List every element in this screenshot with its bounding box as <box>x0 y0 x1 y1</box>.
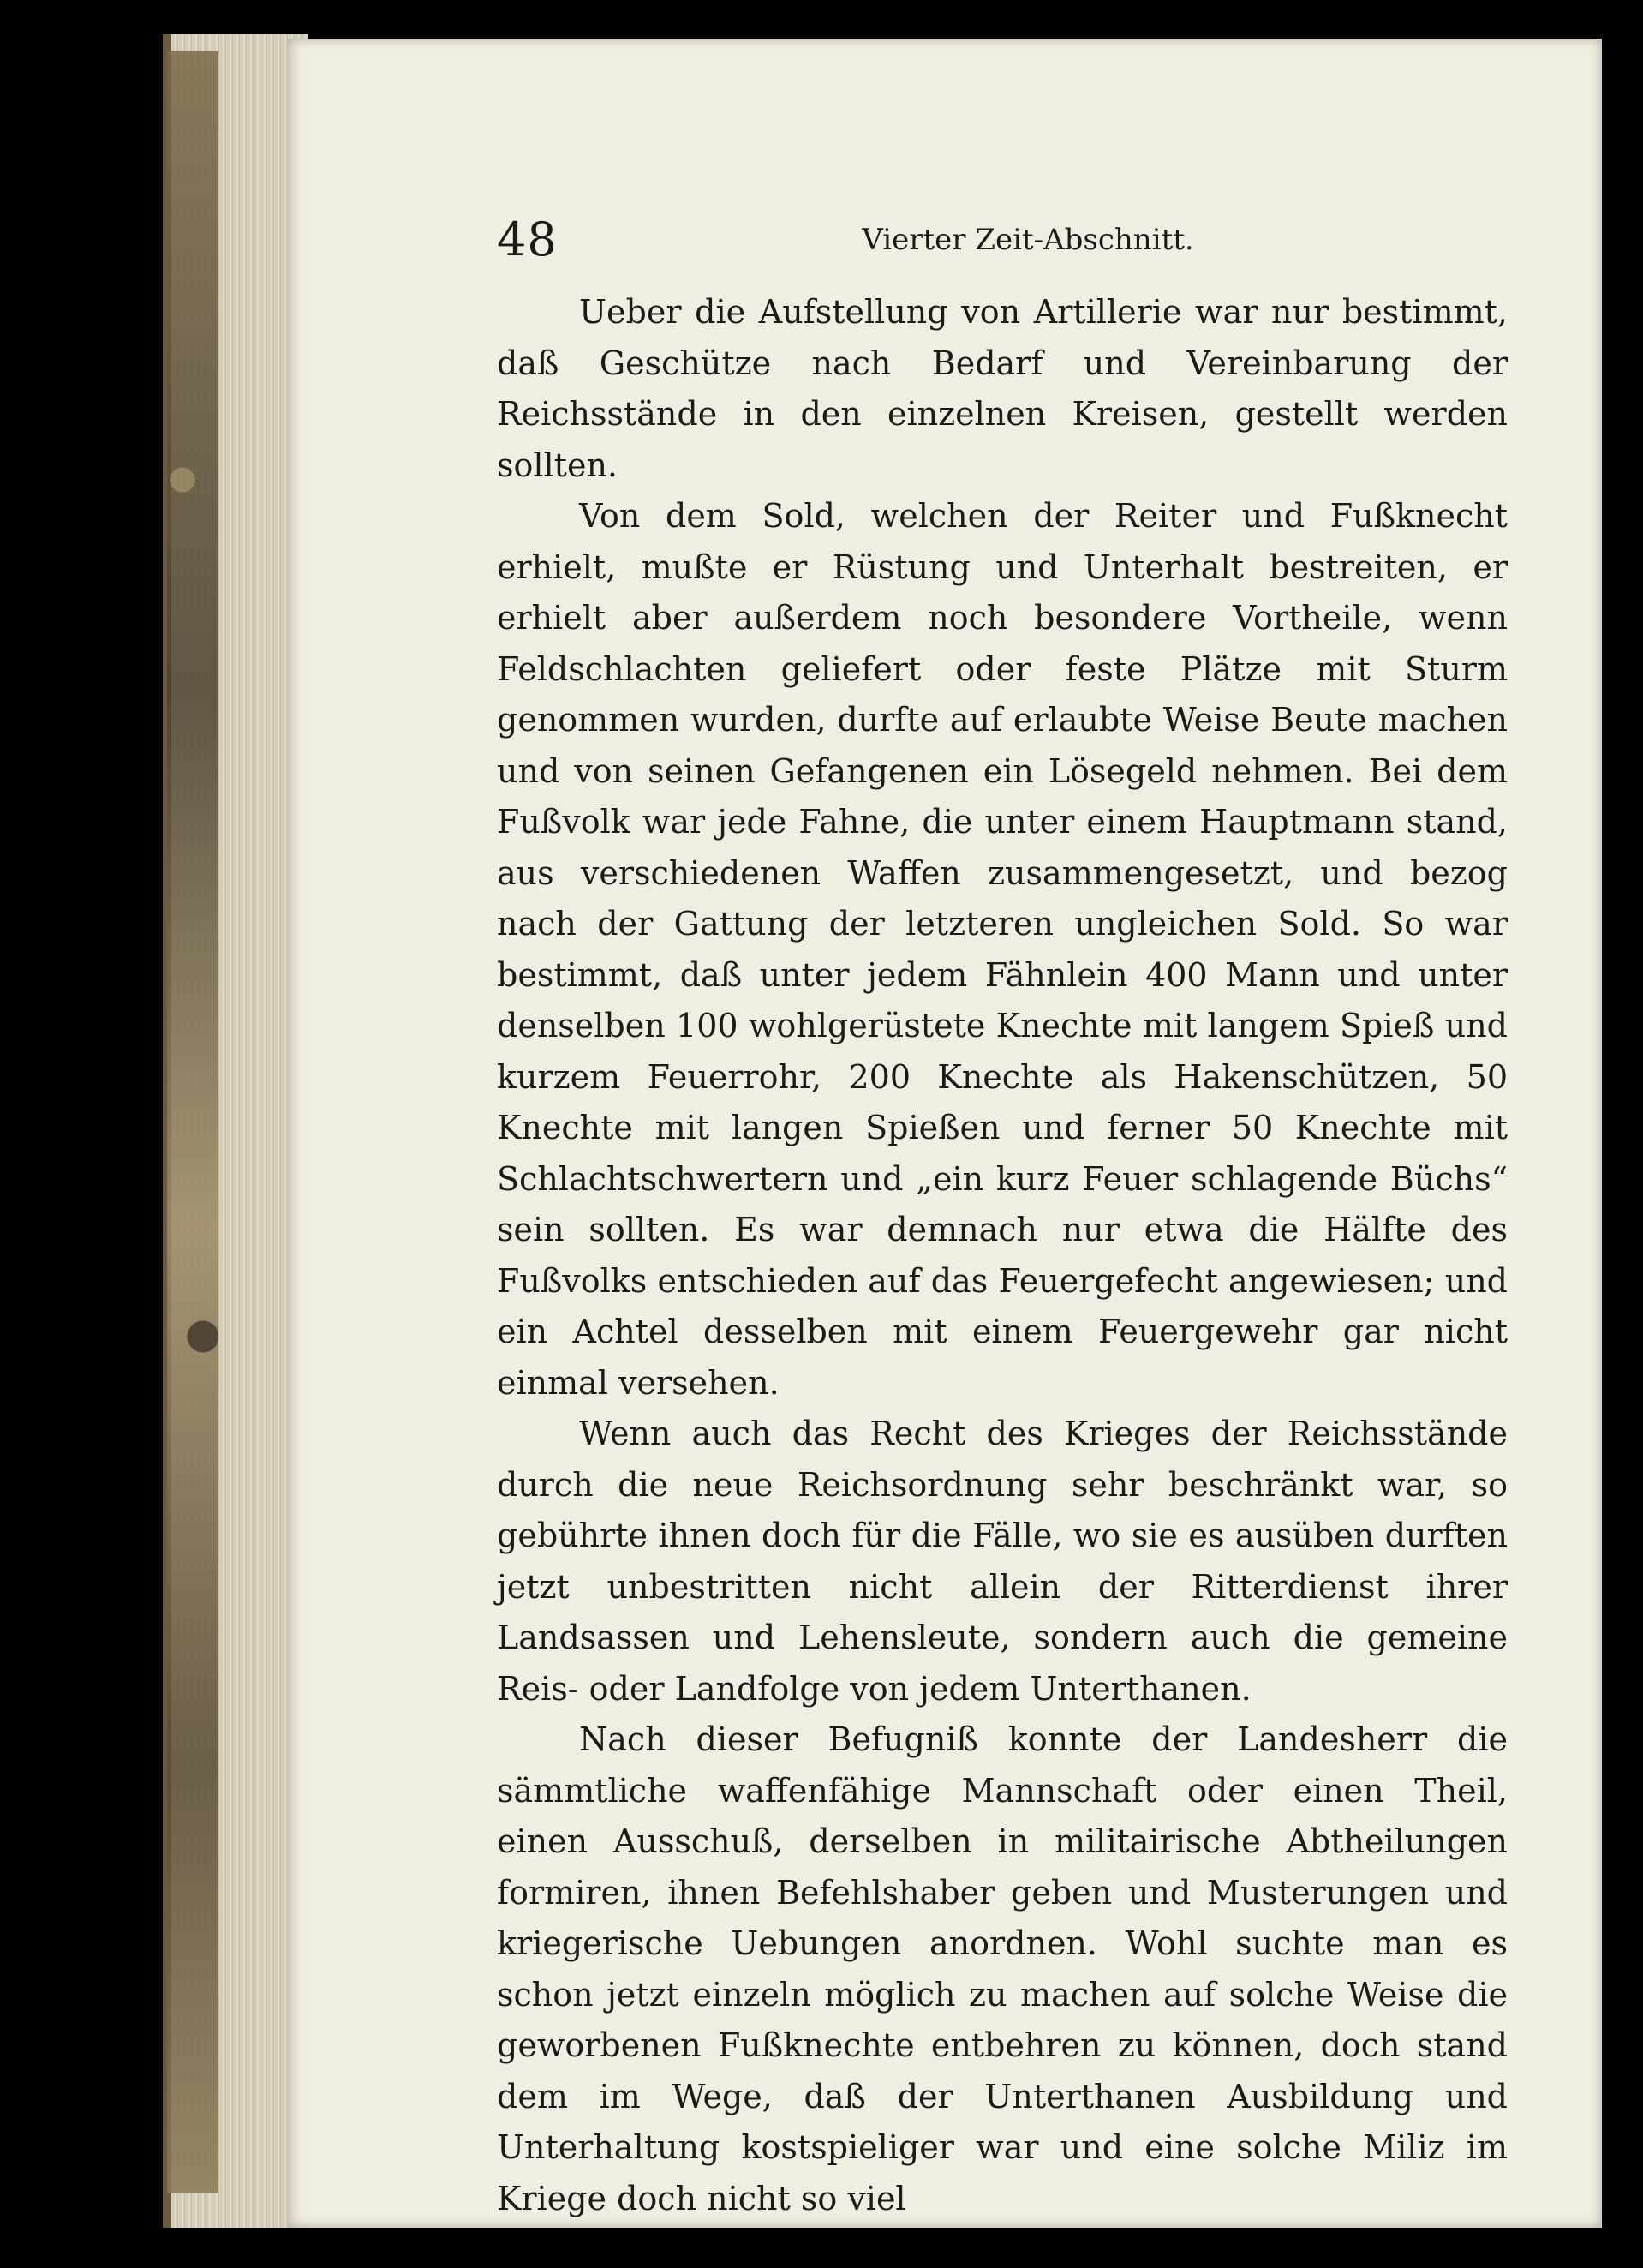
marbled-cover-edge <box>167 51 218 2193</box>
paragraph-4: Nach dieser Befugniß konnte der Landesherr die sämmtliche waffenfähige Mannschaft oder einen Theil, einen Ausschuß, derselben in militairische Abtheilungen formiren, ihnen Befehlshaber geben und Musterungen und kriegerische Uebungen anordnen. Wohl suchte man es schon jetzt einzeln möglich zu machen auf solche Weise die geworbenen Fußknechte entbehren zu können, doch stand dem im Wege, daß der Unterthanen Ausbildung und Unterhaltung kostspieliger war und eine solche Miliz im Kriege doch nicht so viel <box>497 1720 1508 2217</box>
page-header <box>497 201 1508 278</box>
running-head: Vierter Zeit-Abschnitt. <box>862 223 1194 257</box>
paragraph-2: Von dem Sold, welchen der Reiter und Fußknecht erhielt, mußte er Rüstung und Unterhalt bestreiten, er erhielt aber außerdem noch besondere Vortheile, wenn Feldschlachten geliefert oder feste Plätze mit Sturm genommen wurden, durfte auf erlaubte Weise Beute machen und von seinen Gefangenen ein Lösegeld nehmen. Bei dem Fußvolk war jede Fahne, die unter einem Hauptmann stand, aus verschiedenen Waffen zusammengesetzt, und bezog nach der Gattung der letzteren ungleichen Sold. So war bestimmt, daß unter jedem Fähnlein 400 Mann und unter denselben 100 wohlgerüstete Knechte mit langem Spieß und kurzem Feuerrohr, 200 Knechte als Hakenschützen, 50 Knechte mit langen Spießen und ferner 50 Knechte mit Schlachtschwertern und „ein kurz Feuer schlagende Büchs“ sein sollten. Es war demnach nur etwa die Hälfte des Fußvolks entschieden auf das Feuergefecht angewiesen; und ein Achtel desselben mit einem Feuergewehr gar nicht einmal versehen. <box>497 497 1508 1402</box>
book-page <box>287 39 1602 2228</box>
paragraph-3: Wenn auch das Recht des Krieges der Reichsstände durch die neue Reichsordnung sehr beschränkt war, so gebührte ihnen doch für die Fälle, wo sie es ausüben durften jetzt unbestritten nicht allein der Ritterdienst ihrer Landsassen und Lehensleute, sondern auch die gemeine Reis- oder Landfolge von jedem Unterthanen. <box>497 1415 1508 1708</box>
paragraph-1: Ueber die Aufstellung von Artillerie war nur bestimmt, daß Geschütze nach Bedarf und Vereinbarung der Reichsstände in den einzelnen Kreisen, gestellt werden sollten. <box>497 293 1508 484</box>
page-number: 48 <box>497 212 558 266</box>
body-text <box>497 287 1508 2224</box>
